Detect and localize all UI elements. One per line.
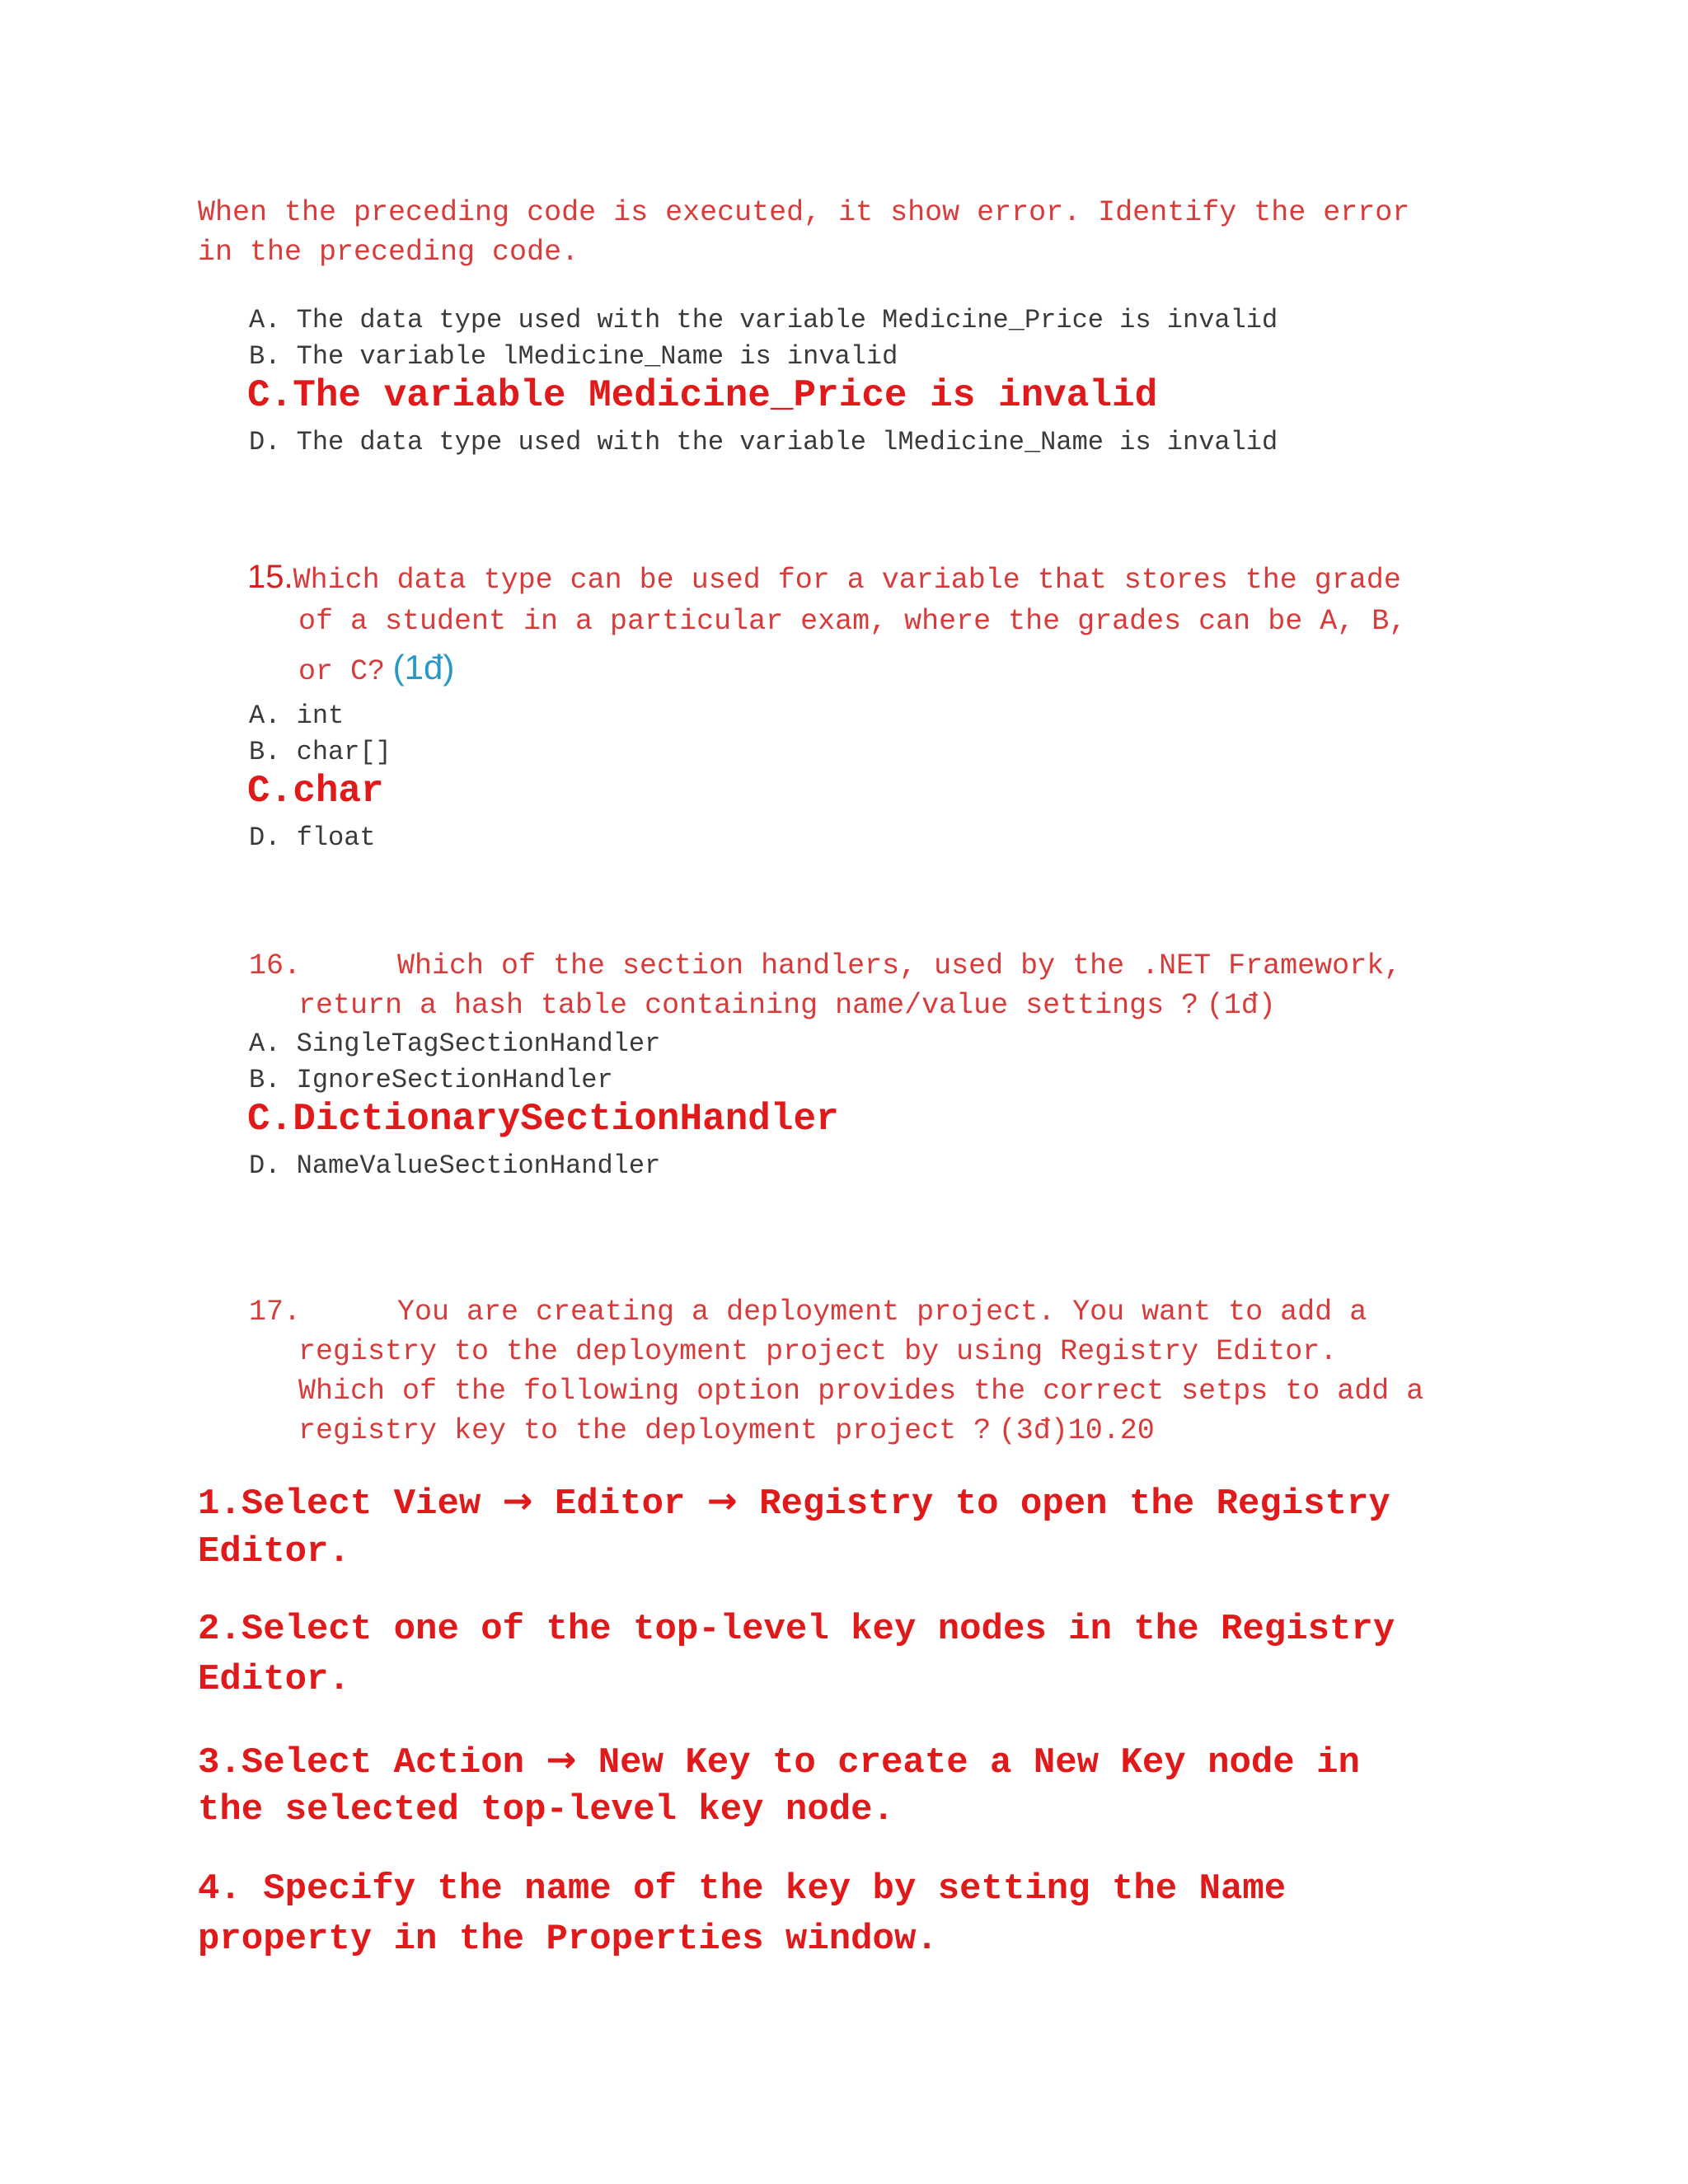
q15-line-3 (298, 648, 454, 688)
q17-line-2: registry to the deployment project by using Registry Editor. (298, 1335, 1338, 1368)
option-letter: D. (249, 1151, 281, 1181)
q16-line-2 (298, 989, 1276, 1022)
q17-extra: 10.20 (1067, 1414, 1155, 1447)
q15-points: (1đ) (392, 648, 455, 687)
q14-option-a (249, 305, 1278, 335)
option-text: The variable lMedicine_Name is invalid (296, 341, 898, 372)
step-4-line-1: 4. Specify the name of the key by setting the Name (198, 1868, 1287, 1910)
step-4-line-2: property in the Properties window. (198, 1919, 938, 1960)
q15-option-d (249, 823, 376, 853)
step-3-part-a: 3.Select Action (198, 1742, 525, 1783)
q17-line-4 (298, 1414, 1155, 1447)
option-letter: C. (247, 1098, 293, 1141)
option-letter: A. (249, 1029, 281, 1059)
intro-line-2: in the preceding code. (198, 236, 579, 269)
q17-line-3: Which of the following option provides the correct setps to add a (298, 1375, 1424, 1408)
option-text: IgnoreSectionHandler (296, 1065, 613, 1095)
q16-line-1: Which of the section handlers, used by the .NET Framework, (397, 949, 1402, 982)
q14-option-d (249, 427, 1278, 457)
q16-option-c-answer (247, 1098, 839, 1141)
q16-number: 16. (249, 949, 302, 982)
q15-option-b (249, 737, 392, 767)
option-text: The data type used with the variable lMedicine_Name is invalid (296, 427, 1278, 457)
option-letter: A. (249, 305, 281, 335)
step-1-part-b: Editor (554, 1483, 686, 1525)
q16-option-b (249, 1065, 613, 1095)
q17-text-4: registry key to the deployment project ? (298, 1414, 992, 1447)
q15-line-1 (247, 559, 1401, 597)
option-letter: D. (249, 823, 281, 853)
q17-number: 17. (249, 1296, 302, 1329)
option-text: The variable Medicine_Price is invalid (293, 374, 1158, 417)
step-1-part-c: Registry to open the Registry (759, 1483, 1390, 1525)
option-text: SingleTagSectionHandler (296, 1029, 661, 1059)
step-3-line-2: the selected top-level key node. (198, 1789, 894, 1830)
q15-option-c-answer (247, 770, 384, 813)
intro-line-1: When the preceding code is executed, it show error. Identify the error (198, 196, 1410, 229)
q15-number: 15. (247, 559, 293, 595)
option-letter: B. (249, 341, 281, 372)
arrow-right-icon: → (546, 1739, 577, 1781)
q14-option-c-answer (247, 374, 1157, 417)
q15-text-1: Which data type can be used for a variable that stores the grade (293, 564, 1401, 597)
option-text: DictionarySectionHandler (293, 1098, 839, 1141)
option-letter: A. (249, 701, 281, 731)
q16-option-a (249, 1029, 660, 1059)
q16-points: (1đ) (1206, 989, 1276, 1022)
option-letter: B. (249, 1065, 281, 1095)
step-1-part-a: 1.Select View (198, 1483, 481, 1525)
arrow-right-icon: → (502, 1480, 533, 1522)
arrow-right-icon: → (706, 1480, 738, 1522)
option-letter: C. (247, 374, 293, 417)
q16-option-d (249, 1151, 660, 1181)
q14-option-b (249, 341, 898, 372)
step-1-line-2: Editor. (198, 1531, 350, 1572)
q17-line-1: You are creating a deployment project. You want to add a (397, 1296, 1367, 1329)
option-text: float (296, 823, 376, 853)
option-text: char (293, 770, 384, 813)
q15-option-a (249, 701, 344, 731)
option-letter: B. (249, 737, 281, 767)
q17-points: (3đ) (998, 1414, 1068, 1447)
step-2-line-1: 2.Select one of the top-level key nodes in the Registry (198, 1609, 1395, 1650)
q16-text-2: return a hash table containing name/value settings ? (298, 989, 1199, 1022)
option-text: char[] (296, 737, 392, 767)
option-text: NameValueSectionHandler (296, 1151, 661, 1181)
step-3-part-b: New Key to create a New Key node in (598, 1742, 1360, 1783)
option-letter: C. (247, 770, 293, 813)
option-letter: D. (249, 427, 281, 457)
step-2-line-2: Editor. (198, 1659, 350, 1700)
q15-line-2: of a student in a particular exam, where the grades can be A, B, (298, 605, 1407, 638)
option-text: int (296, 701, 345, 731)
q15-text-3: or C? (298, 655, 386, 688)
step-1-line-1 (198, 1480, 1390, 1525)
step-3-line-1 (198, 1739, 1360, 1783)
option-text: The data type used with the variable Medicine_Price is invalid (296, 305, 1278, 335)
